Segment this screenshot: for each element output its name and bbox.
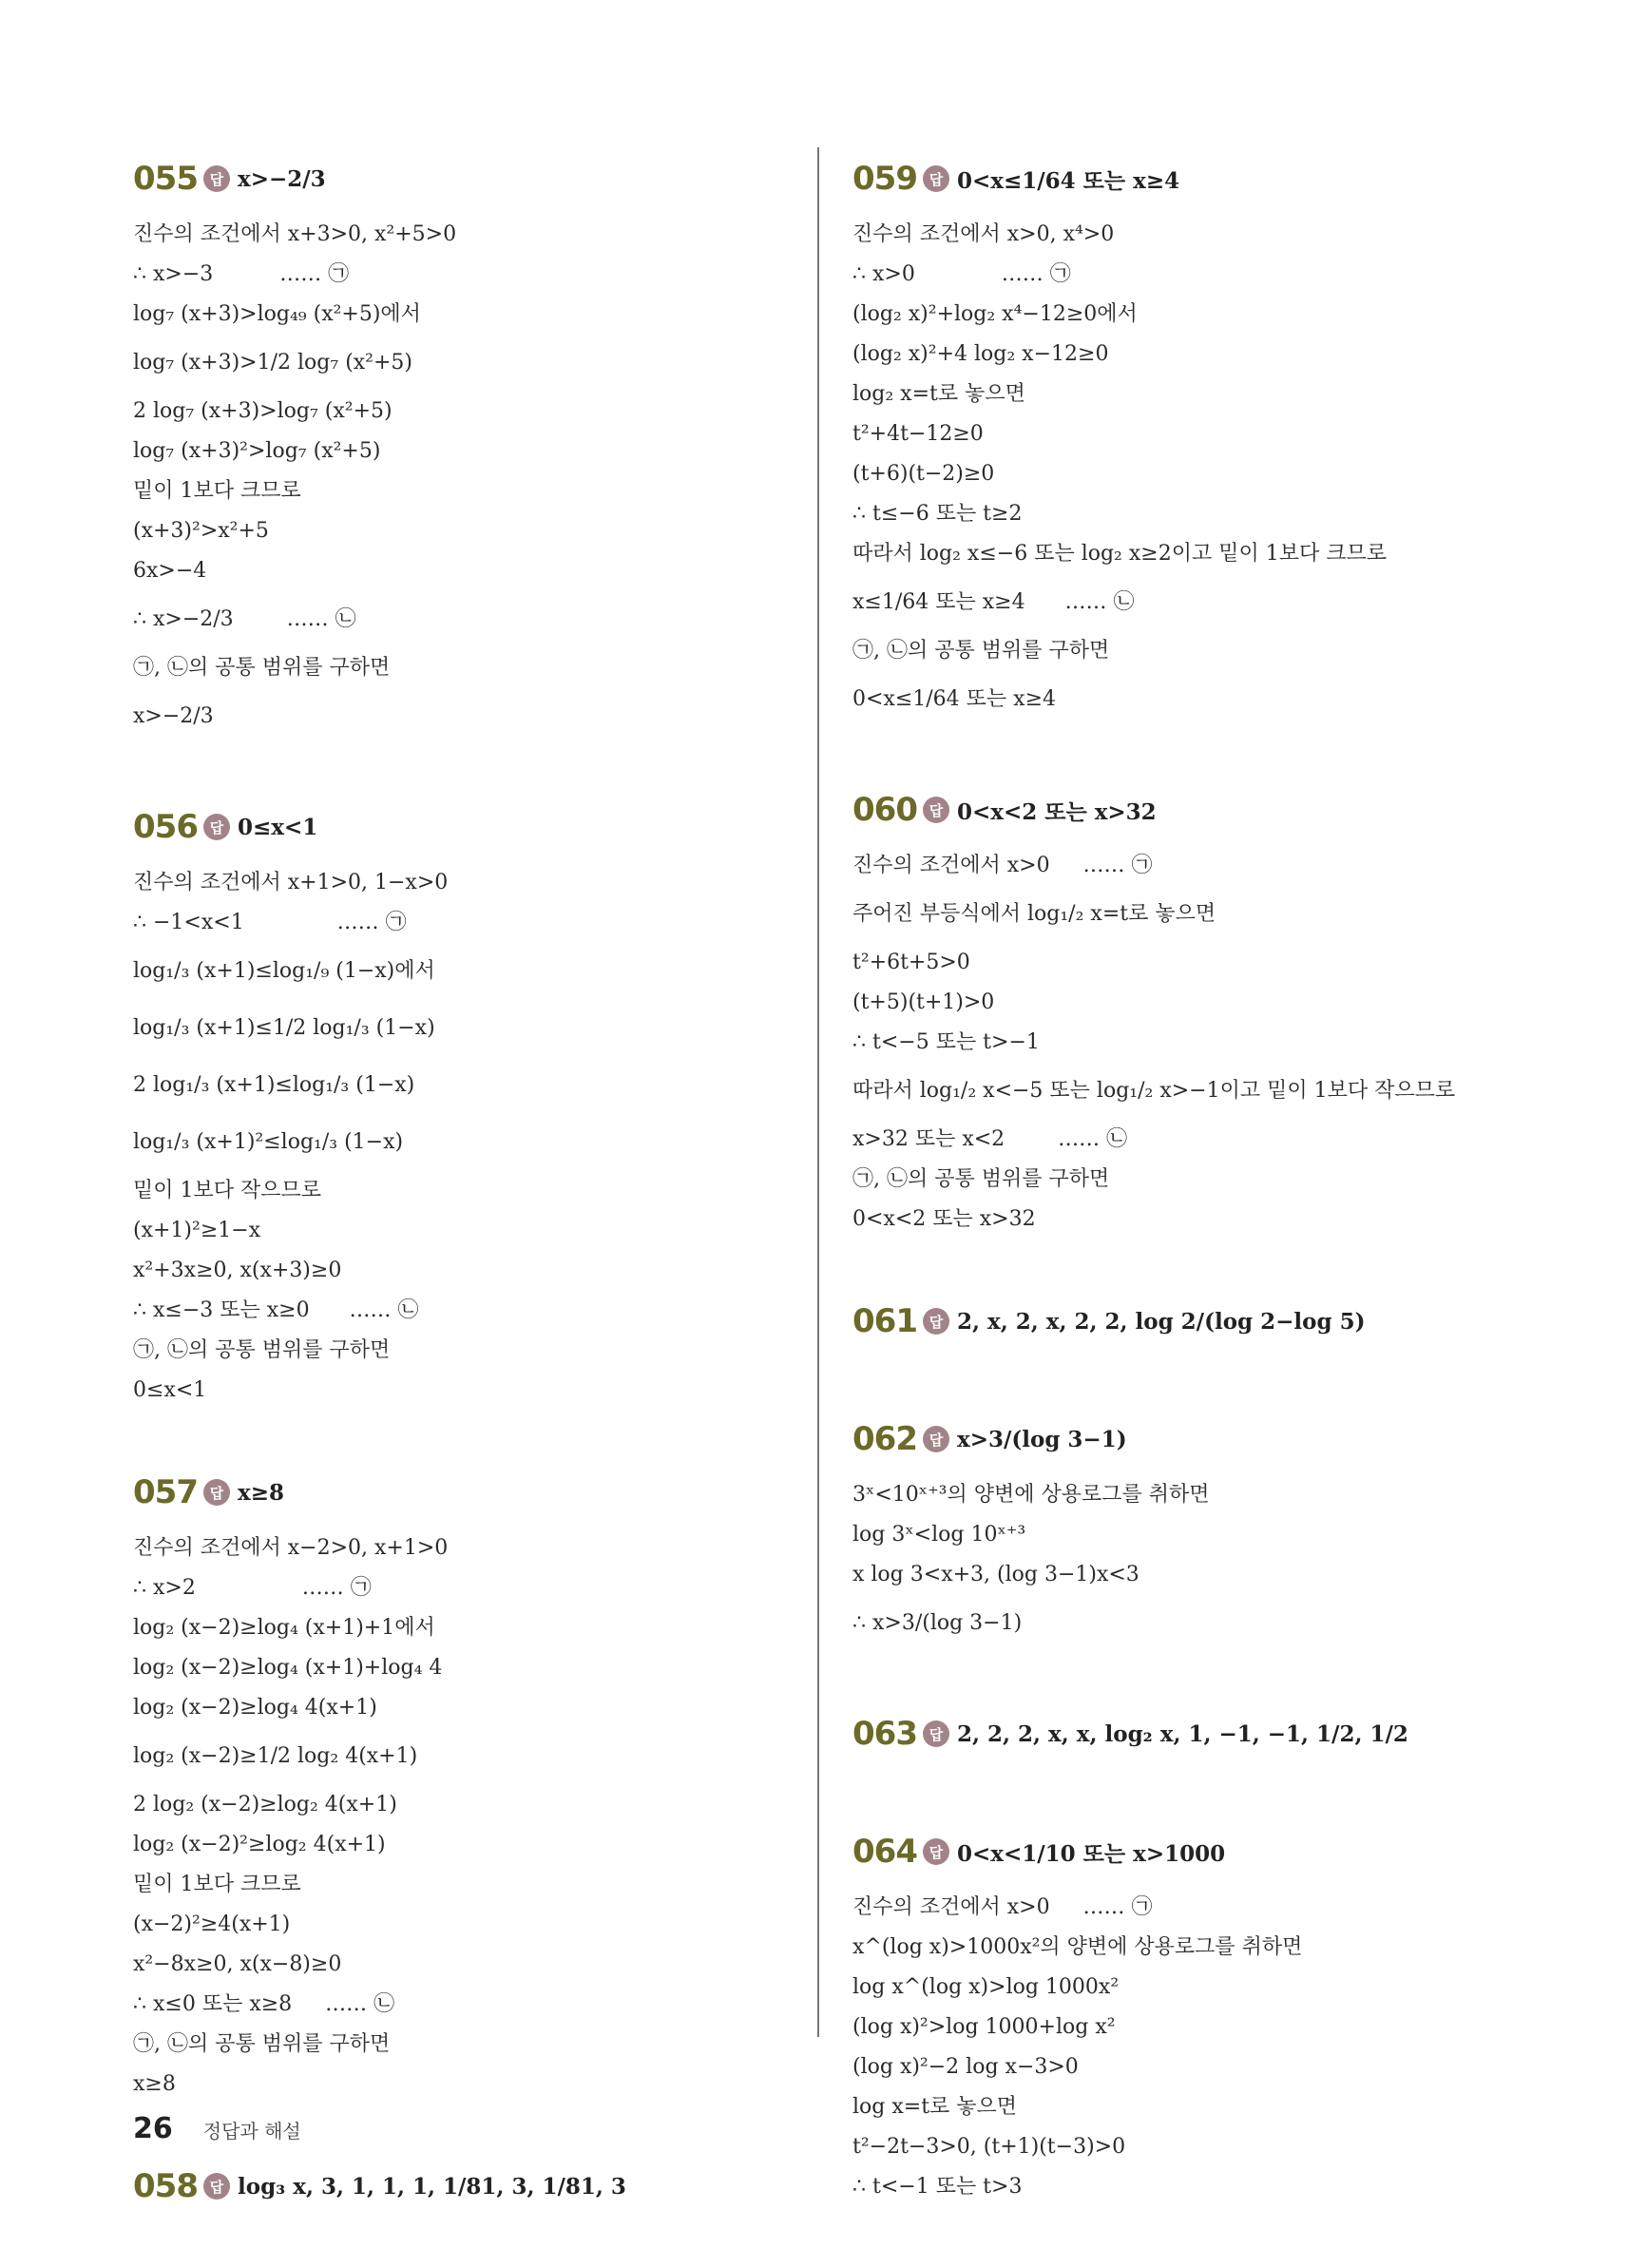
problem-060 xyxy=(852,774,1537,1240)
footer-title: 정답과 해설 xyxy=(202,2120,301,2143)
answer-badge: 답 xyxy=(923,797,949,823)
solution-line: x>−2/3 xyxy=(133,704,214,728)
answer-text: log₃ x, 3, 1, 1, 1, 1/81, 3, 1/81, 3 xyxy=(237,2173,626,2200)
problem-number: 064 xyxy=(852,1833,917,1871)
answer-text: x≥8 xyxy=(237,1479,284,1506)
right-column xyxy=(852,143,1537,2253)
problem-064 xyxy=(852,1816,1537,2207)
solution-line: (log₂ x)²+log₂ x⁴−12≥0에서 xyxy=(852,302,1138,326)
problem-header xyxy=(852,1698,1537,1770)
solution-line: 0≤x<1 xyxy=(133,1378,207,1402)
solution-line: log₂ (x−2)≥log₄ (x+1)+1에서 xyxy=(133,1616,435,1640)
answer-text: 0≤x<1 xyxy=(237,814,318,840)
problem-header xyxy=(852,1285,1537,1357)
problem-header xyxy=(852,1816,1537,1888)
column-divider xyxy=(817,147,819,2037)
solution-line: log₇ (x+3)>log₄₉ (x²+5)에서 xyxy=(133,302,421,326)
problem-header xyxy=(852,143,1537,215)
answer-badge: 답 xyxy=(203,814,230,840)
solution-line: ∴ x≤0 또는 x≥8 …… ㉡ xyxy=(133,1992,395,2016)
solution-line: 2 log₁/₃ (x+1)≤log₁/₃ (1−x) xyxy=(133,1073,415,1097)
solution-line: x²−8x≥0, x(x−8)≥0 xyxy=(133,1952,342,1976)
solution-line: log₂ (x−2)≥log₄ 4(x+1) xyxy=(133,1696,377,1720)
answer-badge: 답 xyxy=(203,1479,230,1506)
solution-line: (x+1)²≥1−x xyxy=(133,1219,261,1242)
solution-line: x²+3x≥0, x(x+3)≥0 xyxy=(133,1259,342,1282)
page-number: 26 xyxy=(133,2112,173,2145)
problem-number: 059 xyxy=(852,160,917,198)
solution-line: ㉠, ㉡의 공통 범위를 구하면 xyxy=(852,1167,1110,1191)
solution-line: 밑이 1보다 작으므로 xyxy=(133,1179,321,1202)
solution-line: ㉠, ㉡의 공통 범위를 구하면 xyxy=(133,656,391,680)
problem-number: 056 xyxy=(133,808,198,846)
problem-header xyxy=(133,143,798,215)
answer-text: x>3/(log 3−1) xyxy=(956,1426,1127,1452)
problem-059 xyxy=(852,143,1537,728)
solution-line: x>32 또는 x<2 …… ㉡ xyxy=(852,1127,1128,1151)
solution-line: 밑이 1보다 크므로 xyxy=(133,1873,301,1896)
solution-line: ∴ x>2 …… ㉠ xyxy=(133,1576,372,1600)
solution-line: log x=t로 놓으면 xyxy=(852,2095,1018,2119)
solution-line: 2 log₇ (x+3)>log₇ (x²+5) xyxy=(133,399,393,423)
solution-line: ㉠, ㉡의 공통 범위를 구하면 xyxy=(133,1338,391,1362)
problem-number: 058 xyxy=(133,2167,198,2205)
solution-line: 따라서 log₂ x≤−6 또는 log₂ x≥2이고 밑이 1보다 크므로 xyxy=(852,542,1387,566)
solution-line: x≥8 xyxy=(133,2072,176,2096)
solution-line: 6x>−4 xyxy=(133,559,207,583)
solution-line: ∴ x>−3 …… ㉠ xyxy=(133,262,350,286)
solution-line: 2 log₂ (x−2)≥log₂ 4(x+1) xyxy=(133,1793,397,1816)
solution-line: ∴ −1<x<1 …… ㉠ xyxy=(133,911,407,934)
answer-text: 0<x<2 또는 x>32 xyxy=(956,798,1157,825)
problem-header xyxy=(133,2150,798,2222)
problem-062 xyxy=(852,1403,1537,1652)
left-column xyxy=(133,143,798,2268)
solution-line: (t+5)(t+1)>0 xyxy=(852,990,995,1014)
problem-number: 055 xyxy=(133,160,198,198)
answer-badge: 답 xyxy=(923,1838,949,1865)
solution-line: log₁/₃ (x+1)²≤log₁/₃ (1−x) xyxy=(133,1130,404,1154)
solution-line: (log x)²−2 log x−3>0 xyxy=(852,2055,1079,2079)
solution-line: log₂ (x−2)²≥log₂ 4(x+1) xyxy=(133,1833,386,1856)
problem-number: 057 xyxy=(133,1473,198,1511)
problem-056 xyxy=(133,791,798,1411)
solution-line: 0<x<2 또는 x>32 xyxy=(852,1207,1036,1231)
answer-text: 0<x≤1/64 또는 x≥4 xyxy=(956,167,1180,194)
problem-header xyxy=(852,774,1537,846)
solution-line: (log x)²>log 1000+log x² xyxy=(852,2015,1116,2039)
solution-line: log₂ x=t로 놓으면 xyxy=(852,382,1025,406)
solution-line: log₁/₃ (x+1)≤log₁/₉ (1−x)에서 xyxy=(133,959,435,983)
problem-058 xyxy=(133,2150,798,2222)
problem-number: 062 xyxy=(852,1420,917,1458)
problem-061 xyxy=(852,1285,1537,1357)
problem-number: 061 xyxy=(852,1302,917,1340)
solution-line: t²−2t−3>0, (t+1)(t−3)>0 xyxy=(852,2135,1126,2159)
solution-line: 진수의 조건에서 x>0 …… ㉠ xyxy=(852,1895,1153,1919)
problem-header xyxy=(133,791,798,863)
solution-line: ∴ x>0 …… ㉠ xyxy=(852,262,1071,286)
answer-text: 0<x<1/10 또는 x>1000 xyxy=(956,1840,1226,1867)
problem-number: 063 xyxy=(852,1715,917,1753)
answer-text: x>−2/3 xyxy=(237,165,326,192)
answer-badge: 답 xyxy=(923,1426,949,1452)
problem-header xyxy=(852,1403,1537,1475)
problem-number: 060 xyxy=(852,791,917,829)
solution-line: 3ˣ<10ˣ⁺³의 양변에 상용로그를 취하면 xyxy=(852,1483,1210,1507)
answer-text: 2, x, 2, x, 2, 2, log 2/(log 2−log 5) xyxy=(956,1308,1366,1335)
solution-line: 진수의 조건에서 x>0 …… ㉠ xyxy=(852,854,1153,877)
solution-line: log₇ (x+3)²>log₇ (x²+5) xyxy=(133,439,381,463)
solution-line: (x+3)²>x²+5 xyxy=(133,519,269,543)
solution-line: ∴ t≤−6 또는 t≥2 xyxy=(852,502,1023,526)
solution-line: 진수의 조건에서 x>0, x⁴>0 xyxy=(852,222,1115,246)
answer-text: 2, 2, 2, x, x, log₂ x, 1, −1, −1, 1/2, 1/2 xyxy=(956,1720,1408,1747)
solution-line: ∴ x≤−3 또는 x≥0 …… ㉡ xyxy=(133,1298,419,1322)
solution-line: t²+4t−12≥0 xyxy=(852,422,984,446)
solution-line: (t+6)(t−2)≥0 xyxy=(852,462,995,486)
solution-line: log₁/₃ (x+1)≤1/2 log₁/₃ (1−x) xyxy=(133,1016,435,1040)
solution-line: 진수의 조건에서 x+3>0, x²+5>0 xyxy=(133,222,457,246)
solution-line: 진수의 조건에서 x+1>0, 1−x>0 xyxy=(133,871,449,894)
solution-line: ∴ t<−1 또는 t>3 xyxy=(852,2175,1023,2199)
solution-line: ∴ x>3/(log 3−1) xyxy=(852,1611,1023,1635)
page-footer xyxy=(133,2112,301,2145)
answer-badge: 답 xyxy=(923,1720,949,1747)
solution-line: 밑이 1보다 크므로 xyxy=(133,479,301,503)
solution-line: t²+6t+5>0 xyxy=(852,951,970,974)
solution-line: 0<x≤1/64 또는 x≥4 xyxy=(852,687,1057,711)
solution-line: (x−2)²≥4(x+1) xyxy=(133,1912,291,1936)
solution-line: 진수의 조건에서 x−2>0, x+1>0 xyxy=(133,1536,449,1560)
solution-line: 주어진 부등식에서 log₁/₂ x=t로 놓으면 xyxy=(852,902,1216,926)
solution-line: log₇ (x+3)>1/2 log₇ (x²+5) xyxy=(133,351,413,375)
solution-line: log x^(log x)>log 1000x² xyxy=(852,1975,1120,1999)
solution-line: log 3ˣ<log 10ˣ⁺³ xyxy=(852,1523,1026,1547)
solution-line: (log₂ x)²+4 log₂ x−12≥0 xyxy=(852,342,1109,366)
solution-line: x≤1/64 또는 x≥4 …… ㉡ xyxy=(852,590,1135,614)
solution-line: ㉠, ㉡의 공통 범위를 구하면 xyxy=(133,2032,391,2056)
answer-badge: 답 xyxy=(923,165,949,192)
solution-line: x^(log x)>1000x²의 양변에 상용로그를 취하면 xyxy=(852,1935,1303,1959)
solution-line: log₂ (x−2)≥1/2 log₂ 4(x+1) xyxy=(133,1744,418,1768)
solution-line: x log 3<x+3, (log 3−1)x<3 xyxy=(852,1563,1139,1586)
problem-057 xyxy=(133,1456,798,2105)
answer-badge: 답 xyxy=(203,165,230,192)
solution-line: ㉠, ㉡의 공통 범위를 구하면 xyxy=(852,639,1110,663)
solution-line: ∴ x>−2/3 …… ㉡ xyxy=(133,607,356,631)
answer-badge: 답 xyxy=(203,2173,230,2200)
solution-line: 따라서 log₁/₂ x<−5 또는 log₁/₂ x>−1이고 밑이 1보다 작으므로 xyxy=(852,1079,1456,1103)
problem-header xyxy=(133,1456,798,1528)
answer-badge: 답 xyxy=(923,1308,949,1335)
problem-063 xyxy=(852,1698,1537,1770)
solution-line: log₂ (x−2)≥log₄ (x+1)+log₄ 4 xyxy=(133,1656,443,1680)
problem-055 xyxy=(133,143,798,745)
solution-line: ∴ t<−5 또는 t>−1 xyxy=(852,1030,1040,1054)
